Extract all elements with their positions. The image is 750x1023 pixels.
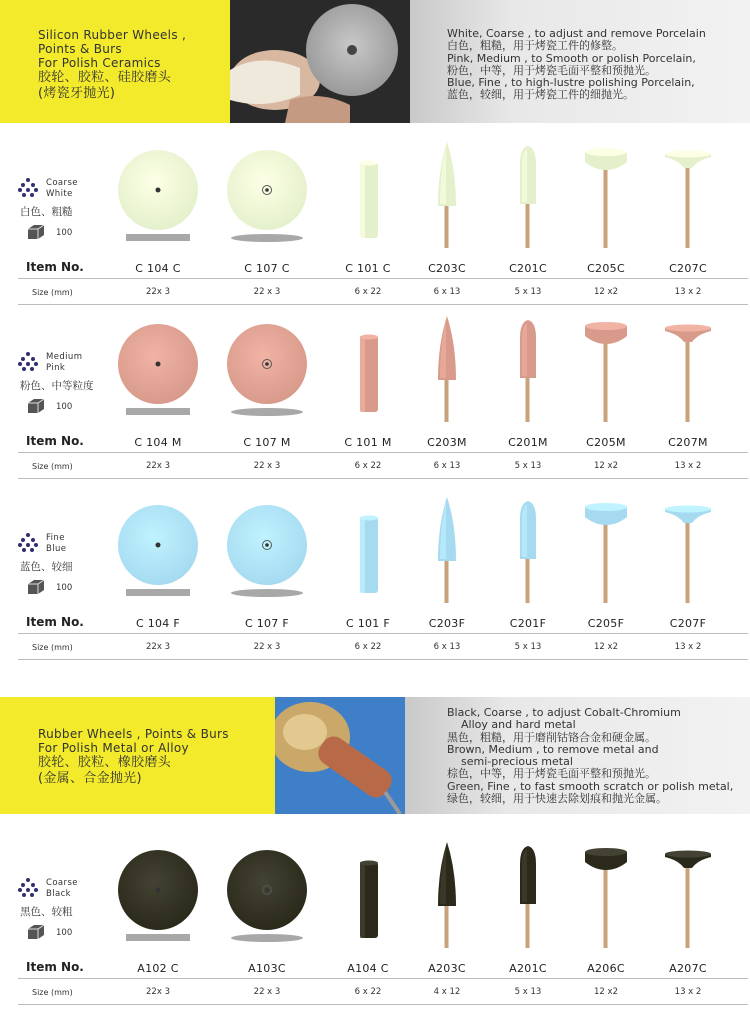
desc-line: Brown, Medium , to remove metal and [447,742,659,756]
banner-photo-ceramic [230,0,410,123]
item-size: 22 x 3 [253,461,281,471]
title-line: For Polish Ceramics [38,56,161,70]
product-image [222,495,312,609]
item-no-label: Item No. [26,260,84,274]
grade-label-line: Pink [46,363,66,373]
grade-label-line: Coarse [46,878,78,888]
product-image [561,140,651,254]
product-image [643,495,733,609]
item-size: 12 x2 [594,987,618,997]
item-size: 5 x 13 [514,642,542,652]
item-size: 6 x 22 [354,287,382,297]
product-image [323,495,413,609]
item-size: 13 x 2 [674,461,702,471]
item-size: 4 x 12 [433,987,461,997]
desc-line: Black, Coarse , to adjust Cobalt-Chromium [447,706,681,719]
product-image [222,840,312,954]
item-size: 22 x 3 [253,642,281,652]
title-line: Points & Burs [38,42,122,56]
desc-line: Alloy and hard metal [461,718,576,732]
item-code: A103C [248,962,286,975]
grade-label-cn: 粉色、中等粒度 [20,380,94,392]
product-image [483,140,573,254]
item-size: 5 x 13 [514,461,542,471]
desc-line: 粉色，中等，用于烤瓷毛面平整和预抛光。 [447,63,656,77]
product-image [561,314,651,428]
item-size: 6 x 22 [354,987,382,997]
package-quantity: 100 [56,928,73,938]
grit-dots-icon [18,533,40,553]
grade-label-line: Coarse [46,178,78,188]
size-mm-label: Size (mm) [32,643,73,652]
grade-label-cn: 黑色、较粗 [20,906,73,918]
item-code: A104 C [347,962,389,975]
item-code: A201C [509,962,547,975]
title-line-cn: 胶轮、胶粒、橡胶磨头 [38,755,172,770]
product-image [402,495,492,609]
title-line: Rubber Wheels , Points & Burs [38,727,229,741]
grade-label [46,533,66,555]
grade-label [46,178,78,200]
item-code: C203M [427,436,467,449]
item-size: 13 x 2 [674,987,702,997]
grade-label-line: White [46,189,73,199]
desc-line: 绿色，较细，用于快速去除划痕和抛光金属。 [447,792,667,806]
package-quantity: 100 [56,583,73,593]
item-code: C 107 F [244,617,290,630]
row-divider [18,452,748,453]
product-image [561,495,651,609]
item-size: 12 x2 [594,461,618,471]
row-divider [18,978,748,979]
row-divider [18,478,748,479]
banner-title [38,28,186,102]
product-image [113,840,203,954]
package-quantity: 100 [56,402,73,412]
row-divider [18,1004,748,1005]
banner-metal [0,697,750,814]
item-code: A206C [587,962,625,975]
item-no-label: Item No. [26,434,84,448]
item-size: 6 x 22 [354,461,382,471]
item-size: 22x 3 [146,987,170,997]
desc-line: White, Coarse , to adjust and remove Porcelain [447,27,706,40]
item-code: C 104 M [134,436,182,449]
item-no-label: Item No. [26,615,84,629]
grade-label-cn: 白色、粗糙 [20,206,73,218]
banner-title [38,727,229,787]
item-size: 6 x 13 [433,287,461,297]
desc-line: 白色，粗糙，用于烤瓷工件的修整。 [447,39,623,53]
package-box-icon [28,225,44,239]
product-image [483,840,573,954]
grade-label-line: Blue [46,544,67,554]
product-image [222,314,312,428]
row-divider [18,659,748,660]
item-code: C201M [508,436,548,449]
item-code: C207C [669,262,707,275]
banner-description [447,28,706,102]
banner-photo-metal [275,697,405,814]
item-no-label: Item No. [26,960,84,974]
size-mm-label: Size (mm) [32,288,73,297]
product-image [402,840,492,954]
grade-label [46,352,82,374]
item-size: 22x 3 [146,642,170,652]
banner-ceramics [0,0,750,123]
item-size: 13 x 2 [674,287,702,297]
item-size: 5 x 13 [514,287,542,297]
title-line-cn: (金属、合金抛光) [38,771,142,786]
desc-line: Blue, Fine , to high-lustre polishing Porcelain, [447,76,695,90]
title-line-cn: (烤瓷牙抛光) [38,86,116,101]
item-code: C207M [668,436,708,449]
grit-dots-icon [18,178,40,198]
item-code: C205M [586,436,626,449]
row-divider [18,633,748,634]
item-size: 22 x 3 [253,987,281,997]
grade-label [46,878,78,900]
banner-description [447,707,733,805]
product-image [483,314,573,428]
item-size: 22x 3 [146,287,170,297]
item-code: C201C [509,262,547,275]
product-image [561,840,651,954]
desc-line: Pink, Medium , to Smooth or polish Porcelain, [447,51,696,65]
title-line-cn: 胶轮、胶粒、硅胶磨头 [38,70,172,85]
package-quantity: 100 [56,228,73,238]
desc-line: 棕色，中等，用于烤瓷毛面平整和预抛光。 [447,767,656,781]
desc-line: Green, Fine , to fast smooth scratch or polish metal, [447,779,734,793]
item-code: C205F [587,617,625,630]
item-code: C205C [587,262,625,275]
row-divider [18,278,748,279]
product-image [323,314,413,428]
desc-line: 蓝色，较细，用于烤瓷工件的细抛光。 [447,88,634,102]
product-image [113,140,203,254]
item-code: C207F [669,617,707,630]
item-code: C 107 M [243,436,291,449]
item-code: C 101 F [345,617,391,630]
grade-label-cn: 蓝色、较细 [20,561,73,573]
item-code: C203C [428,262,466,275]
product-image [483,495,573,609]
item-code: C 107 C [244,262,290,275]
size-mm-label: Size (mm) [32,462,73,471]
title-line: For Polish Metal or Alloy [38,741,189,755]
product-image [402,314,492,428]
product-image [222,140,312,254]
item-code: C 104 C [135,262,181,275]
ceramic-wheel-photo [230,0,410,123]
item-code: C 101 M [344,436,392,449]
product-image [113,495,203,609]
item-code: A207C [669,962,707,975]
item-code: C203F [428,617,466,630]
product-image [643,840,733,954]
item-code: C201F [509,617,547,630]
item-size: 13 x 2 [674,642,702,652]
grit-dots-icon [18,352,40,372]
package-box-icon [28,580,44,594]
metal-polisher-photo [275,697,405,814]
desc-line: 黑色，粗糙，用于磨削钴铬合金和硬金属。 [447,730,656,744]
item-size: 6 x 22 [354,642,382,652]
grit-dots-icon [18,878,40,898]
product-image [323,140,413,254]
package-box-icon [28,399,44,413]
item-size: 12 x2 [594,287,618,297]
desc-line: semi-precious metal [461,755,573,769]
item-size: 22 x 3 [253,287,281,297]
item-code: A203C [428,962,466,975]
grade-label-line: Fine [46,533,65,543]
package-box-icon [28,925,44,939]
item-code: C 104 F [135,617,181,630]
item-code: C 101 C [345,262,391,275]
product-image [323,840,413,954]
item-size: 6 x 13 [433,461,461,471]
grade-label-line: Black [46,889,71,899]
grade-label-line: Medium [46,352,83,362]
row-divider [18,304,748,305]
item-code: A102 C [137,962,179,975]
title-line: Silicon Rubber Wheels , [38,28,187,42]
size-mm-label: Size (mm) [32,988,73,997]
item-size: 22x 3 [146,461,170,471]
product-image [402,140,492,254]
item-size: 5 x 13 [514,987,542,997]
item-size: 6 x 13 [433,642,461,652]
product-image [643,140,733,254]
product-image [113,314,203,428]
item-size: 12 x2 [594,642,618,652]
product-image [643,314,733,428]
